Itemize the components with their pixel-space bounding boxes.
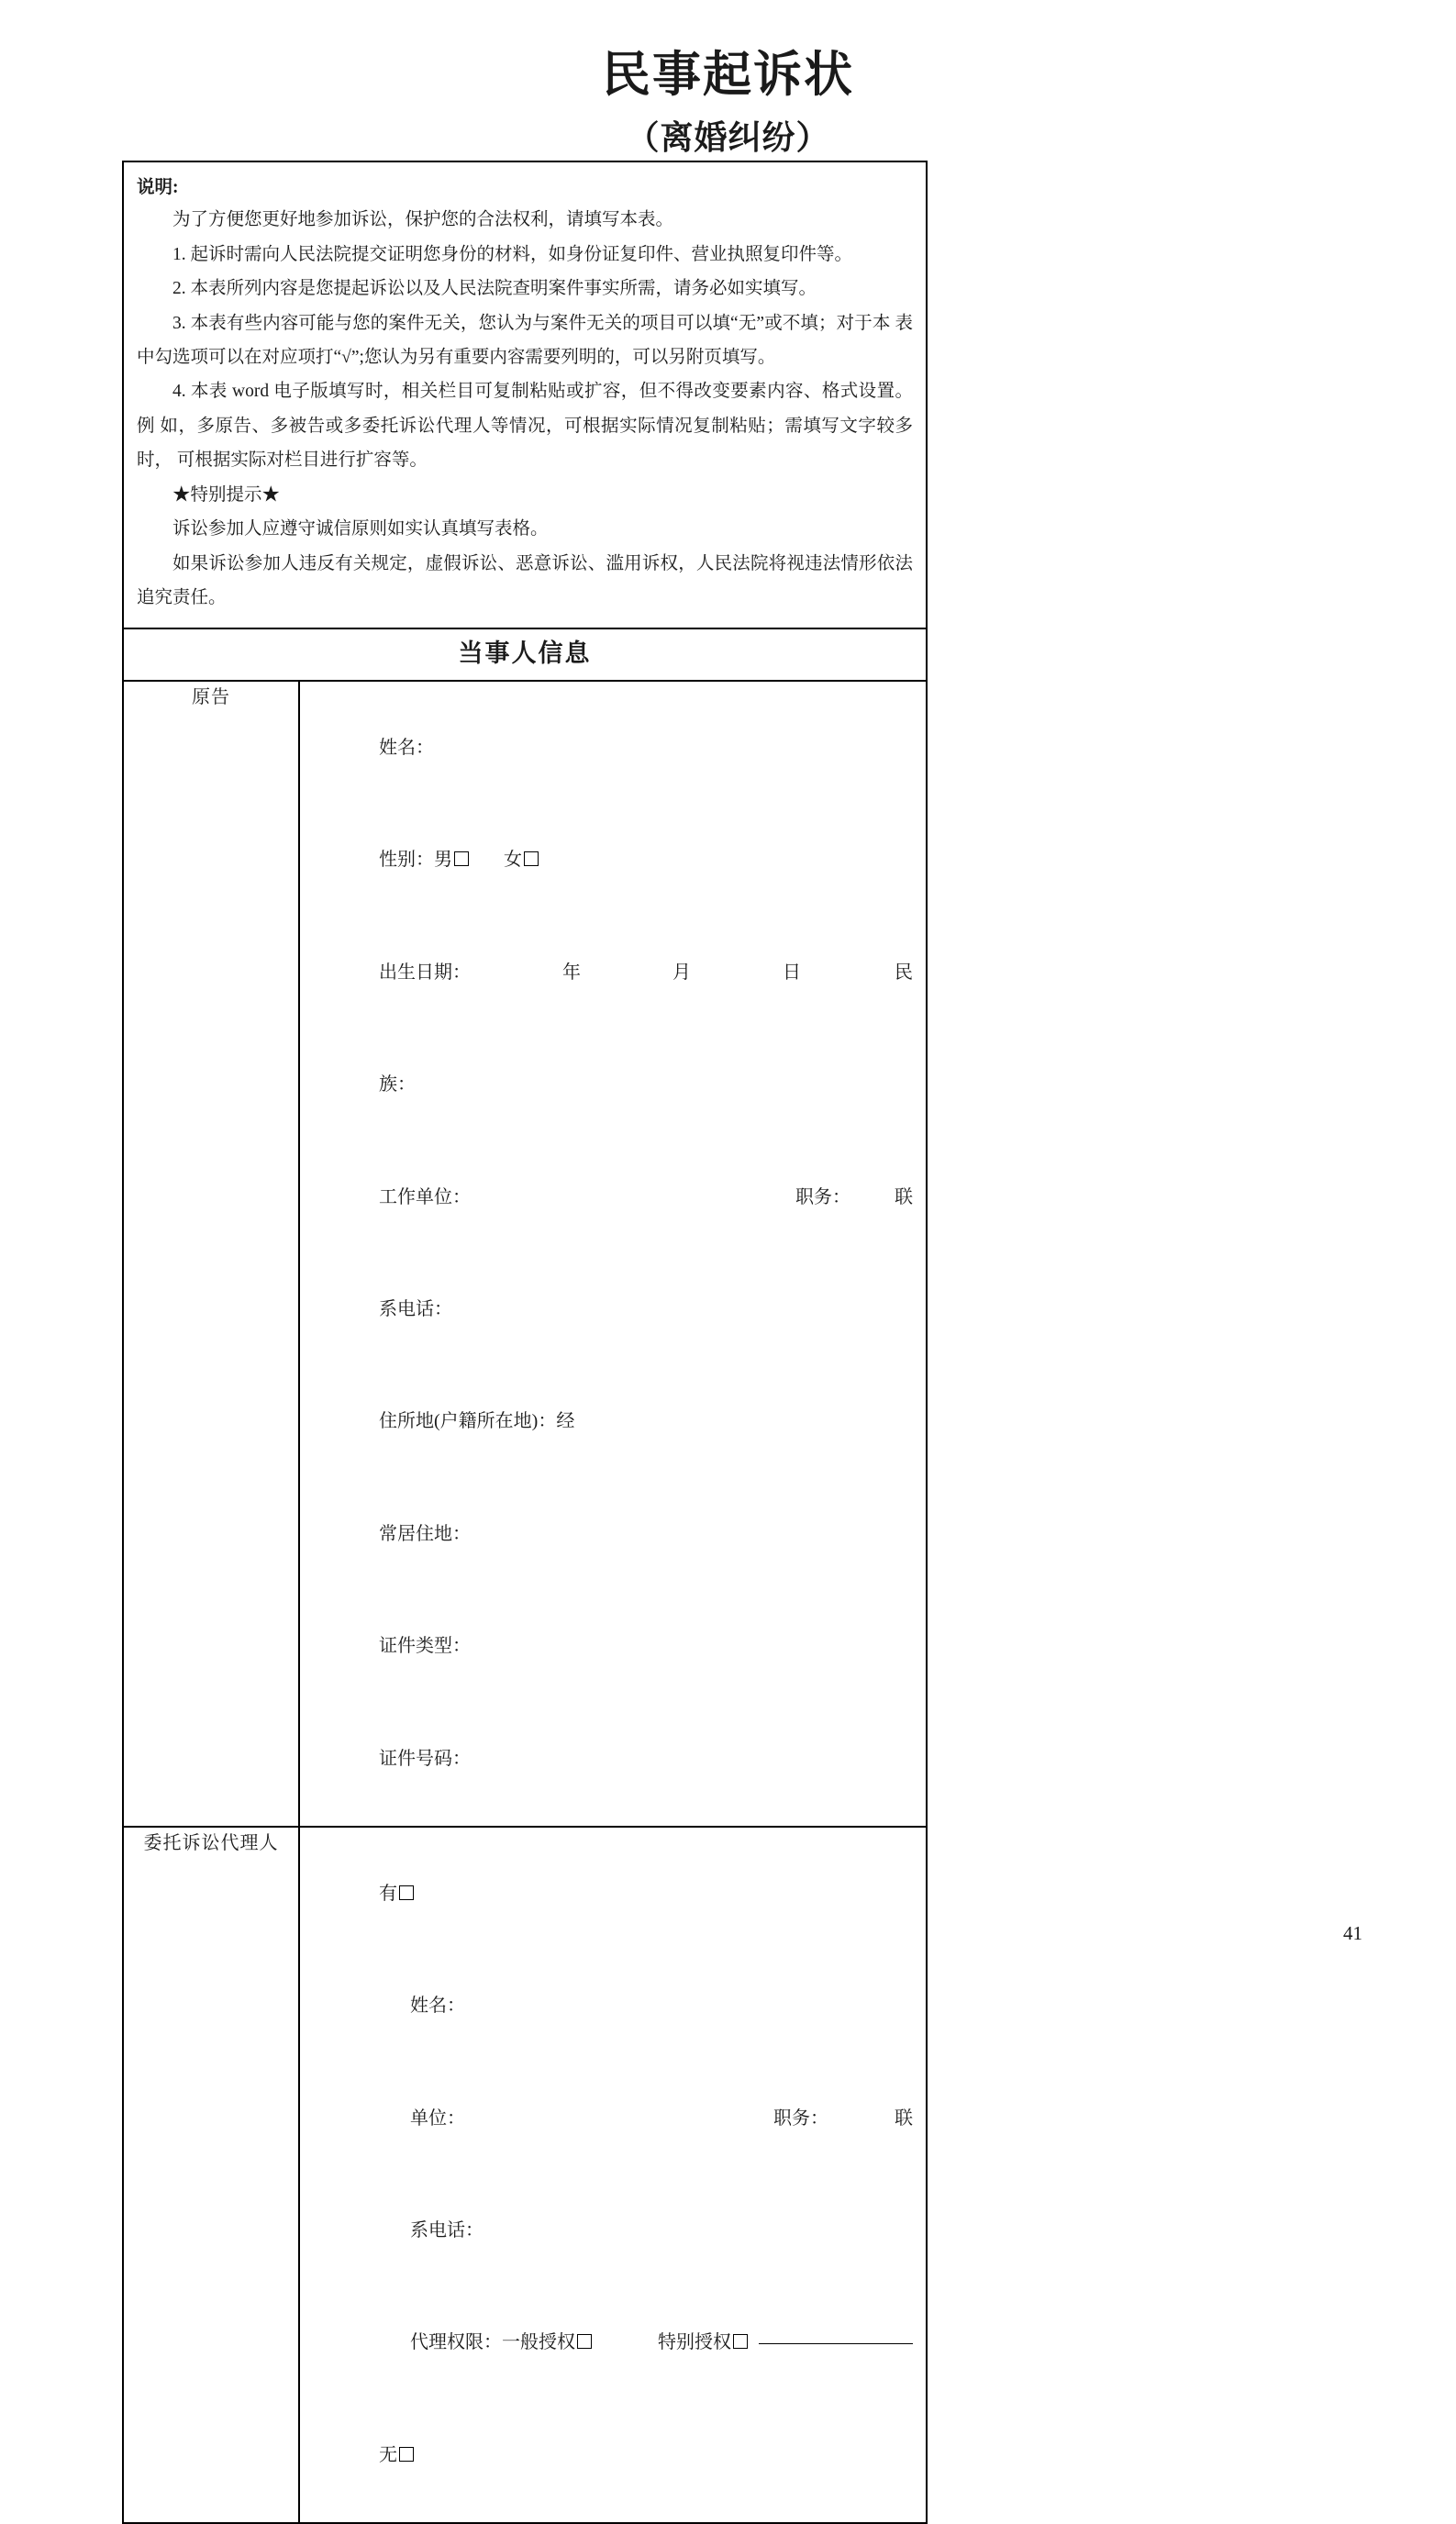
agent-authority-blank-line[interactable] xyxy=(759,2342,913,2344)
agent-authority-special-text: 特别授权 xyxy=(658,2332,731,2353)
agent-label: 委托诉讼代理人 xyxy=(123,1827,299,2523)
plaintiff-gender-male-checkbox[interactable] xyxy=(454,851,469,866)
plaintiff-label: 原告 xyxy=(123,681,299,1827)
plaintiff-id-number-field[interactable] xyxy=(315,1703,913,1815)
instructions-row xyxy=(123,161,927,628)
plaintiff-workplace-field[interactable] xyxy=(315,1141,913,1253)
agent-none-field[interactable] xyxy=(315,2399,913,2511)
plaintiff-domicile-field[interactable] xyxy=(315,1366,913,1478)
plaintiff-gender-female-text: 女 xyxy=(504,850,522,871)
plaintiff-birth-day-unit: 日 xyxy=(783,962,801,983)
agent-authority-general-checkbox[interactable] xyxy=(577,2334,592,2349)
special-notice-title: ★特别提示★ xyxy=(172,484,281,505)
agent-none-label: 无 xyxy=(379,2444,397,2465)
plaintiff-residence-label: 常居住地： xyxy=(379,1523,471,1544)
plaintiff-birthdate-field[interactable] xyxy=(315,917,913,1029)
plaintiff-domicile-label: 住所地(户籍所在地)： xyxy=(379,1411,557,1432)
agent-position-label: 职务： xyxy=(773,2107,828,2129)
party-section-header: 当事人信息 xyxy=(458,639,592,668)
plaintiff-id-type-field[interactable] xyxy=(315,1590,913,1702)
agent-has-field[interactable] xyxy=(315,1838,913,1950)
agent-name-field[interactable] xyxy=(315,1950,913,2062)
plaintiff-name-label: 姓名： xyxy=(379,737,434,758)
plaintiff-id-type-label: 证件类型： xyxy=(379,1636,471,1657)
agent-unit-field[interactable] xyxy=(315,2063,913,2174)
plaintiff-id-number-label: 证件号码： xyxy=(379,1748,471,1769)
agent-authority-special-checkbox[interactable] xyxy=(733,2334,748,2349)
plaintiff-birth-label: 出生日期： xyxy=(379,962,471,983)
plaintiff-ethnicity-head: 民 xyxy=(895,962,913,983)
agent-none-checkbox[interactable] xyxy=(399,2447,414,2462)
agent-authority-general-text: 一般授权 xyxy=(502,2332,575,2353)
instruction-paragraph-1: 1. 起诉时需向人民法院提交证明您身份的材料，如身份证复印件、营业执照复印件等。 xyxy=(172,244,853,264)
agent-unit-label: 单位： xyxy=(410,2107,465,2129)
plaintiff-birth-month-unit: 月 xyxy=(672,962,691,983)
plaintiff-ethnicity-field[interactable] xyxy=(315,1029,913,1140)
plaintiff-name-field[interactable] xyxy=(315,692,913,804)
instruction-paragraph-3: 3. 本表有些内容可能与您的案件无关，您认为与案件无关的项目可以填“无”或不填；对于本 表中勾选项可以在对应项打“√”;您认为另有重要内容需要列明的，可以另附页填写。 xyxy=(137,313,913,367)
page-number: 41 xyxy=(1343,1922,1362,1944)
party-section-header-row xyxy=(123,628,927,681)
agent-name-label: 姓名： xyxy=(410,1996,465,2017)
plaintiff-gender-label: 性别： xyxy=(379,850,434,871)
agent-authority-label: 代理权限： xyxy=(410,2332,502,2353)
plaintiff-row xyxy=(123,681,927,1827)
agent-authority-field[interactable] xyxy=(315,2287,913,2399)
plaintiff-workplace-label: 工作单位： xyxy=(379,1186,471,1207)
plaintiff-birth-year-unit: 年 xyxy=(562,962,581,983)
instructions-heading: 说明: xyxy=(137,178,179,197)
special-notice-paragraph-0: 诉讼参加人应遵守诚信原则如实认真填写表格。 xyxy=(172,519,549,539)
instruction-paragraph-0: 为了方便您更好地参加诉讼，保护您的合法权利，请填写本表。 xyxy=(172,210,674,230)
agent-row xyxy=(123,1827,927,2523)
instructions-block xyxy=(124,162,926,628)
agent-has-checkbox[interactable] xyxy=(399,1885,414,1900)
plaintiff-residence-field[interactable] xyxy=(315,1478,913,1590)
plaintiff-gender-male-text: 男 xyxy=(434,850,452,871)
agent-contact-field[interactable] xyxy=(315,2174,913,2286)
instruction-paragraph-4: 4. 本表 word 电子版填写时，相关栏目可复制粘贴或扩容，但不得改变要素内容、格式设置。例 如，多原告、多被告或多委托诉讼代理人等情况，可根据实际情况复制粘贴；需填写文字较多时， 可根据实际对栏目进行扩容等。 xyxy=(137,382,913,471)
page-subtitle: （离婚纠纷） xyxy=(626,118,830,156)
plaintiff-fields xyxy=(300,682,926,1826)
agent-contact-head: 联 xyxy=(895,2107,913,2129)
plaintiff-ethnicity-label: 族： xyxy=(379,1074,416,1095)
plaintiff-gender-female-checkbox[interactable] xyxy=(524,851,539,866)
plaintiff-contact-label: 系电话： xyxy=(379,1298,452,1319)
agent-fields xyxy=(300,1828,926,2522)
agent-contact-label: 系电话： xyxy=(410,2220,483,2241)
special-notice-paragraph-1: 如果诉讼参加人违反有关规定，虚假诉讼、恶意诉讼、滥用诉权，人民法院将视违法情形依法 追究责任。 xyxy=(137,553,913,607)
plaintiff-gender-field[interactable] xyxy=(315,805,913,917)
plaintiff-position-label: 职务： xyxy=(795,1186,850,1207)
plaintiff-contact-field[interactable] xyxy=(315,1253,913,1365)
complaint-form-table xyxy=(122,161,928,2524)
instruction-paragraph-2: 2. 本表所列内容是您提起诉讼以及人民法院查明案件事实所需，请务必如实填写。 xyxy=(172,279,817,299)
plaintiff-domicile-tail: 经 xyxy=(556,1411,575,1432)
agent-has-label: 有 xyxy=(379,1883,397,1904)
page-title: 民事起诉状 xyxy=(602,49,854,102)
plaintiff-contact-head: 联 xyxy=(895,1186,913,1207)
